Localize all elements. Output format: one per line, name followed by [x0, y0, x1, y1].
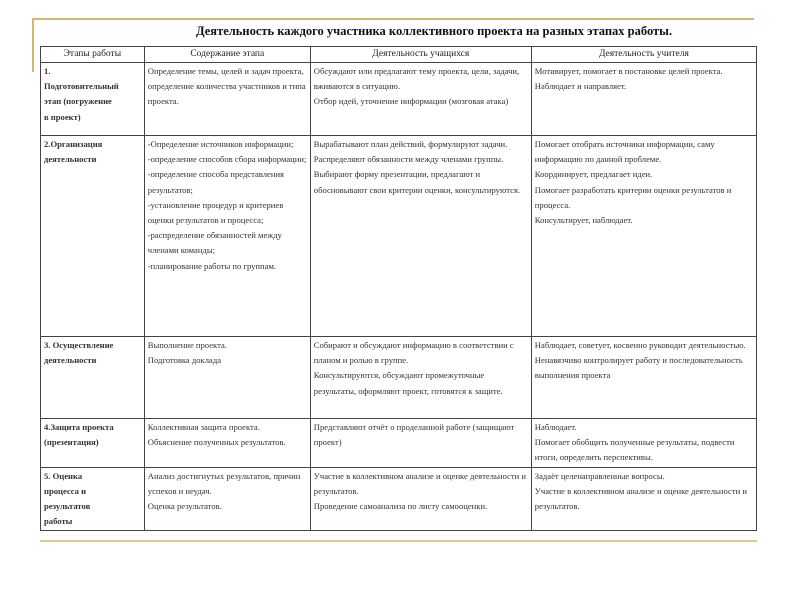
cell-text-line: Выполнение проекта. [147, 340, 227, 350]
cell-text-line: процесса и [44, 485, 87, 496]
cell-text-line: Подготовительный [44, 81, 119, 92]
table-row [41, 337, 757, 419]
content-cell [144, 467, 310, 531]
content-cell [144, 136, 310, 337]
teacher-cell [531, 136, 756, 337]
cell-text-line: -определение способа представления результатов; [147, 169, 284, 195]
table-row [41, 419, 757, 468]
cell-text-line: 3. Осуществление [44, 340, 114, 350]
header-teacher: Деятельность учителя [531, 47, 756, 63]
cell-text-line: Участие в коллективном анализе и оценке деятельности и результатов. [534, 485, 747, 512]
cell-text-line: Наблюдает, советует, косвенно руководит деятельностью. [534, 340, 746, 350]
cell-text-line: Оценка результатов. [147, 501, 222, 512]
cell-text-line: Подготовка доклада [147, 355, 222, 366]
table-row [41, 63, 757, 136]
cell-text-line: -планирование работы по группам. [147, 260, 277, 271]
cell-text-line: 4.Защита проекта [44, 422, 114, 432]
cell-text-line: -определение способов сбора информации; [147, 154, 307, 165]
header-content: Содержание этапа [144, 47, 310, 63]
students-cell [310, 136, 531, 337]
stage-cell [41, 419, 145, 468]
cell-text-line: 2.Организация [44, 139, 103, 149]
cell-text-line: деятельности [44, 355, 97, 366]
cell-text-line: Помогает отобрать источники информации, саму информацию по данной проблеме. [534, 139, 715, 165]
cell-text-line: Наблюдает. [534, 422, 577, 432]
content-cell [144, 337, 310, 419]
cell-text-line: Собирают и обсуждают информацию в соответствии с планом и ролью в группе. [313, 340, 514, 366]
stages-table [40, 46, 757, 531]
cell-text-line: Консультируются, обсуждают промежуточные результаты, оформляют проект, готовятся к защите. [313, 370, 503, 396]
cell-text-line: Объяснение полученных результатов. [147, 437, 286, 448]
students-cell [310, 419, 531, 468]
header-stage: Этапы работы [41, 47, 145, 63]
teacher-cell [531, 467, 756, 531]
cell-text-line: Участие в коллективном анализе и оценке деятельности и результатов. [313, 470, 526, 496]
cell-text-line: 5. Оценка [44, 470, 83, 481]
page-title: Деятельность каждого участника коллективного проекта на разных этапах работы. [196, 24, 673, 38]
cell-text-line: Задаёт целенаправленные вопросы. [534, 470, 665, 481]
cell-text-line: этап (погружение [44, 96, 112, 107]
frame-left-line [32, 18, 34, 72]
cell-text-line: Распределяют обязанности между членами группы. [313, 154, 504, 165]
students-cell [310, 467, 531, 531]
cell-text-line: Координирует, предлагает идеи. [534, 169, 653, 180]
cell-text-line: Определение темы, целей и задач проекта, определение количества участников и типа проекта. [147, 66, 306, 107]
teacher-cell [531, 419, 756, 468]
students-cell [310, 63, 531, 136]
table-row [41, 136, 757, 337]
cell-text-line: 1. [44, 66, 51, 76]
content-cell [144, 63, 310, 136]
cell-text-line: Выбирают форму презентации, предлагают и обосновывают свои критерии оценки, консультируются. [313, 169, 521, 195]
cell-text-line: Вырабатывают план действий, формулируют задачи. [313, 139, 508, 149]
cell-text-line: Обсуждают или предлагают тему проекта, цели, задачи, вживаются в ситуацию. [313, 66, 520, 92]
stage-cell [41, 337, 145, 419]
cell-text-line: Анализ достигнутых результатов, причин успехов и неудач. [147, 470, 301, 496]
cell-text-line: Помогает разработать критерии оценки результатов и процесса. [534, 184, 732, 210]
cell-text-line: -распределение обязанностей между членами команды; [147, 230, 282, 256]
cell-text-line: деятельности [44, 154, 97, 165]
cell-text-line: Консультирует, наблюдает. [534, 215, 633, 226]
frame-top-line [33, 18, 754, 20]
stage-cell [41, 63, 145, 136]
cell-text-line: Мотивирует, помогает в постановке целей проекта. [534, 66, 723, 76]
cell-text-line: результатов [44, 501, 91, 512]
stage-cell [41, 136, 145, 337]
cell-text-line: (презентация) [44, 437, 99, 448]
cell-text-line: Помогает обобщить полученные результаты, подвести итоги, определить перспективы. [534, 437, 735, 463]
table-row [41, 467, 757, 531]
cell-text-line: Отбор идей, уточнение информации (мозговая атака) [313, 96, 509, 107]
cell-text-line: Проведение самоанализа по листу самооценки. [313, 501, 488, 512]
cell-text-line: Наблюдает и направляет. [534, 81, 627, 92]
cell-text-line: Коллективная защита проекта. [147, 422, 260, 432]
cell-text-line: -установление процедур и критериев оценки результатов и процесса; [147, 199, 284, 226]
students-cell [310, 337, 531, 419]
content-cell [144, 419, 310, 468]
teacher-cell [531, 337, 756, 419]
cell-text-line: Ненавязчиво контролирует работу и последовательность выполнения проекта [534, 355, 743, 381]
frame-bottom-line [40, 540, 757, 542]
header-students: Деятельность учащихся [310, 47, 531, 63]
cell-text-line: работы [44, 516, 73, 527]
cell-text-line: -Определение источников информации; [147, 139, 294, 149]
header-row [41, 47, 757, 63]
cell-text-line: в проект) [44, 111, 81, 122]
teacher-cell [531, 63, 756, 136]
cell-text-line: Представляют отчёт о проделанной работе (защищают проект) [313, 422, 515, 448]
stage-cell [41, 467, 145, 531]
